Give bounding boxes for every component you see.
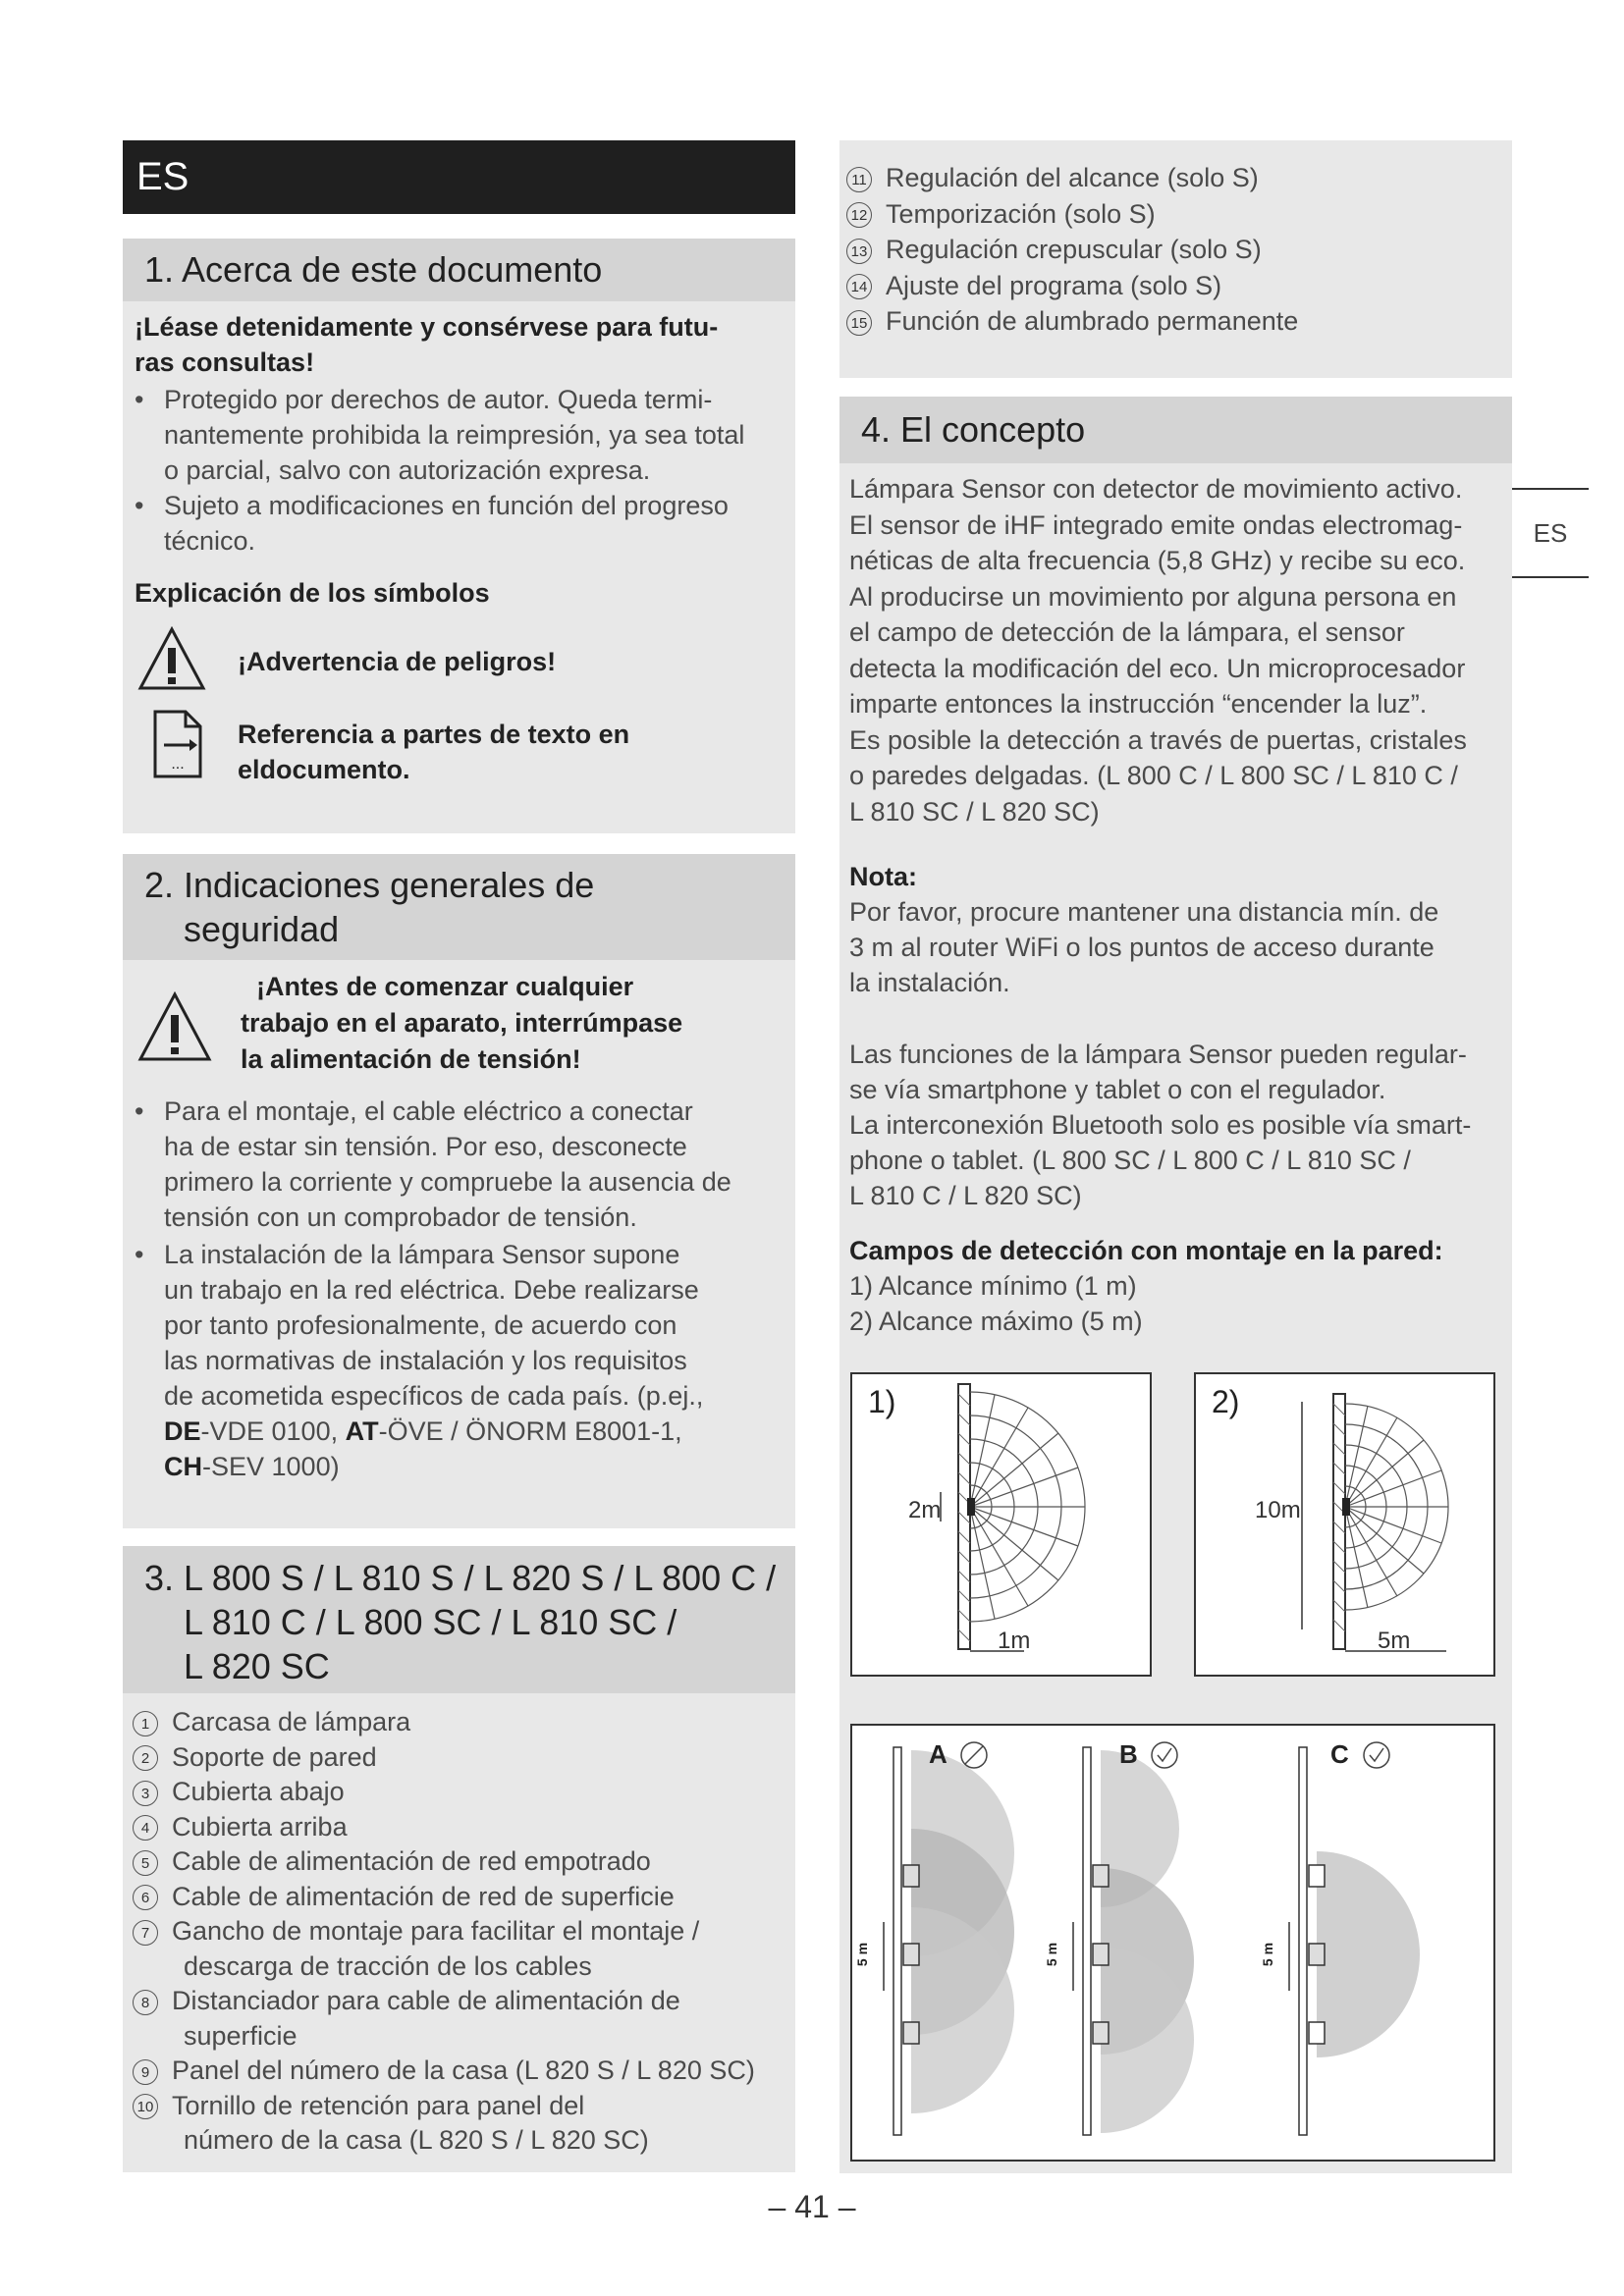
item-number: 14 [846,274,872,299]
item-label: Regulación del alcance (solo S) [886,163,1259,192]
item-label-continued: número de la casa (L 820 S / L 820 SC) [184,2125,649,2155]
detection-fields-list: 1) Alcance mínimo (1 m) 2) Alcance máximo (5 m) [849,1271,1143,1336]
section-1-intro: ¡Léase detenidamente y consérvese para futu- ras consultas! [135,312,719,377]
language-side-tab: ES [1512,488,1589,578]
detection-figure-max-range [1194,1372,1495,1677]
item-number: 10 [133,2094,158,2119]
variant-a-label: A [929,1739,947,1769]
page-number: – 41 – [768,2189,856,2224]
item-number: 1 [133,1711,158,1736]
item-label-continued: descarga de tracción de los cables [184,1950,592,1981]
item-label: Cable de alimentación de red empotrado [172,1846,651,1876]
list-item [133,1984,790,2054]
section-4-paragraph-2: Las funciones de la lámpara Sensor pueden regular- se vía smartphone y tablet o con el regulador. La interconexión Bluetooth solo es posible vía smart- phone o tablet. (L 800 SC / L 800 C / L 810 SC / L 810 C / L 820 SC) [849,1040,1472,1210]
spacing-label-a: 5 m [854,1942,871,1967]
section-3-title: 3. L 800 S / L 810 S / L 820 S / L 800 C / L 810 C / L 800 SC / L 810 SC / L 820 SC [123,1546,795,1693]
item-label: Función de alumbrado permanente [886,306,1299,336]
note-text: Por favor, procure mantener una distancia mín. de 3 m al router WiFi o los puntos de acceso durante la instalación. [849,897,1439,997]
detection-figure-min-range [850,1372,1152,1677]
item-label: Ajuste del programa (solo S) [886,270,1222,300]
item-label: Regulación crepuscular (solo S) [886,235,1262,264]
detection-field-diagram [1196,1374,1493,1675]
item-number: 9 [133,2059,158,2085]
document-reference-icon [152,709,203,779]
detection-fields-heading: Campos de detección con montaje en la pared: [849,1236,1443,1265]
mounting-height-label: 2m [908,1497,942,1523]
section-2-bullet-2: • La instalación de la lámpara Sensor supone un trabajo en la red eléctrica. Debe realizarse por tanto profesionalmente, de acuerdo con las normativas de instalación y los requisitos de acometida específicos de cada país. (p.ej., DE-VDE 0100, AT-ÖVE / ÖNORM E8001-1, CH-SEV 1000) [135,1240,704,1481]
list-item [133,1880,790,1915]
item-number: 13 [846,239,872,264]
spacing-label-c: 5 m [1260,1942,1276,1967]
item-label-continued: superficie [184,2020,298,2051]
item-number: 2 [133,1745,158,1771]
item-label: Panel del número de la casa (L 820 S / L 820 SC) [172,2056,755,2085]
item-label: Cable de alimentación de red de superficie [172,1881,675,1911]
item-label: Temporización (solo S) [886,198,1156,229]
item-number: 5 [133,1850,158,1876]
item-number: 8 [133,1990,158,2015]
note-heading: Nota: [849,862,917,891]
figure-label: 1) [868,1384,896,1419]
overlap-diagram [852,1726,1493,2160]
warning-triangle-icon [137,991,212,1062]
list-item [133,1810,790,1845]
multi-sensor-overlap-figure [850,1724,1495,2162]
language-label: ES [123,140,795,214]
list-item [846,268,1494,304]
item-label: Cubierta abajo [172,1777,345,1806]
section-2-warning: ¡Antes de comenzar cualquier trabajo en el aparato, interrúmpase la alimentación de tensión! [241,972,683,1074]
parts-list-continued [846,160,1494,340]
list-item [133,1705,790,1740]
section-2-bullet-1: • Para el montaje, el cable eléctrico a conectar ha de estar sin tensión. Por eso, desconecte primero la corriente y compruebe la ausencia de tensión con un comprobador de tensión. [135,1096,731,1232]
mounting-height-label: 10m [1255,1497,1301,1523]
spacing-label-b: 5 m [1044,1942,1060,1967]
section-1-bullet-2: • Sujeto a modificaciones en función del progreso técnico. [135,491,729,556]
item-label: Carcasa de lámpara [172,1707,411,1736]
range-label: 5m [1378,1628,1411,1654]
item-number: 7 [133,1920,158,1946]
item-label: Tornillo de retención para panel del [172,2090,585,2120]
list-item [846,196,1494,233]
item-label: Gancho de montaje para facilitar el montaje / [172,1916,700,1946]
item-label: Cubierta arriba [172,1811,348,1842]
list-item [133,1740,790,1776]
item-number: 6 [133,1885,158,1910]
list-item [133,1914,790,1984]
list-item [133,1775,790,1810]
list-item [133,2089,790,2159]
figure-label: 2) [1212,1384,1240,1419]
section-1-title: 1. Acerca de este documento [123,239,795,301]
section-4-paragraph-1: Lámpara Sensor con detector de movimiento activo. El sensor de iHF integrado emite ondas electromag- néticas de alta frecuencia (5,8 GHz) y recibe su eco. Al producirse un movimiento por alguna persona en el campo de detección de la lámpara, el sensor detecta la modificación del eco. Un microprocesador imparte entonces la instrucción “encender la luz”. Es posible la detección a través de puertas, cristales o paredes delgadas. (L 800 C / L 800 SC / L 810 C / L 810 SC / L 820 SC) [849,474,1467,827]
symbols-heading: Explicación de los símbolos [135,578,490,608]
range-label: 1m [998,1628,1031,1654]
item-label: Distanciador para cable de alimentación de [172,1986,680,2015]
variant-c-label: C [1330,1739,1349,1769]
section-2-title: 2. Indicaciones generales de seguridad [123,854,795,960]
item-number: 11 [846,167,872,192]
warning-triangle-icon [137,626,206,691]
reference-symbol-label: Referencia a partes de texto en eldocumento. [238,720,630,784]
list-item [133,2054,790,2089]
list-item [846,232,1494,268]
section-4-title: 4. El concepto [839,397,1512,463]
svg-text:...: ... [171,756,185,773]
list-item [846,160,1494,196]
item-number: 4 [133,1815,158,1841]
section-1-bullet-1: • Protegido por derechos de autor. Queda termi- nantemente prohibida la reimpresión, ya sea total o parcial, salvo con autorización expresa. [135,385,745,485]
item-number: 12 [846,202,872,228]
warning-symbol-label: ¡Advertencia de peligros! [238,647,557,676]
item-label: Soporte de pared [172,1741,377,1772]
parts-list [133,1705,790,2159]
list-item [133,1844,790,1880]
item-number: 3 [133,1781,158,1806]
variant-b-label: B [1119,1739,1138,1769]
list-item [846,303,1494,340]
item-number: 15 [846,310,872,336]
